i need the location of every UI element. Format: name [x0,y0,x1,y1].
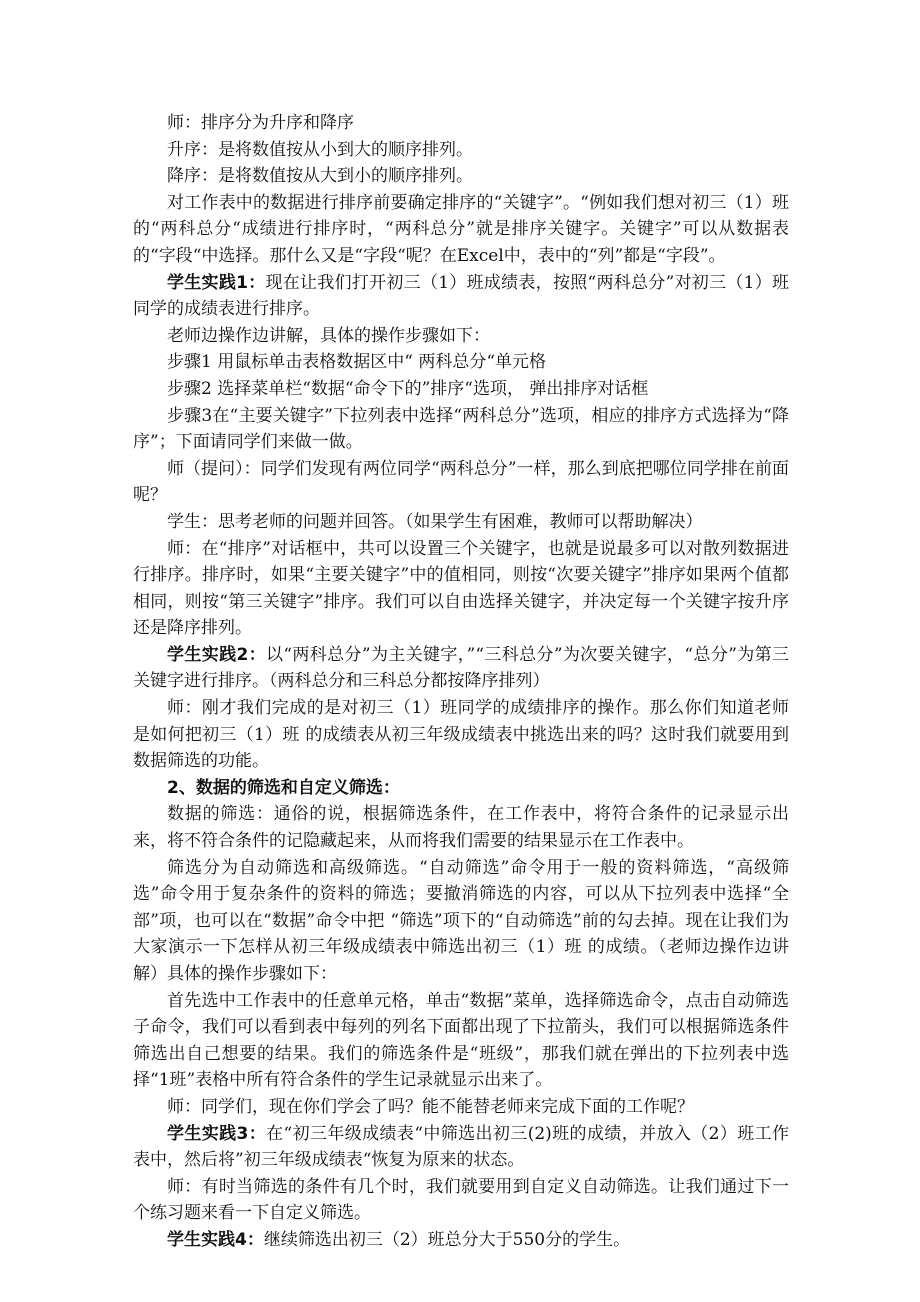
paragraph: 师：排序分为升序和降序 [167,113,354,133]
paragraph: 筛选分为自动筛选和高级筛选。“自动筛选”命令用于一般的资料筛选，“高级筛选”命令用于复杂条件的资料的筛选；要撤消筛选的内容，可以从下拉列表中选择“全部”项，也可以在“数据”命令中把 “筛选”项下的“自动筛选”前的勾去掉。现在让我们为大家演示一下怎样从初三年级成绩表中筛选出初三（1）班 的成绩。（老师边操作边讲解）具体的操作步骤如下： [133,857,789,984]
step-paragraph: 步骤2 选择菜单栏“数据“命令下的”排序“选项， 弹出排序对话框 [167,378,649,399]
practice-paragraph: 学生实践1：现在让我们打开初三（1）班成绩表，按照“两科总分”对初三（1）班同学的成绩表进行排序。 [133,272,789,320]
document-body [133,110,789,1254]
paragraph: 数据的筛选：通俗的说，根据筛选条件，在工作表中，将符合条件的记录显示出来，将不符合条件的记隐藏起来，从而将我们需要的结果显示在工作表中。 [133,804,789,852]
paragraph: 首先选中工作表中的任意单元格，单击“数据”菜单，选择筛选命令，点击自动筛选子命令，我们可以看到表中每列的列名下面都出现了下拉箭头，我们可以根据筛选条件筛选出自己想要的结果。我们的筛选条件是“班级”，那我们就在弹出的下拉列表中选择“1班”表格中所有符合条件的学生记录就显示出来了。 [133,990,789,1091]
practice-label: 学生实践3： [167,1123,267,1144]
paragraph: 学生：思考老师的问题并回答。（如果学生有困难，教师可以帮助解决） [167,511,703,532]
practice-paragraph: 学生实践2：以“两科总分”为主关键字，”“三科总分”为次要关键字，“总分”为第三关键字进行排序。（两科总分和三科总分都按降序排列） [133,644,789,692]
paragraph: 师（提问）：同学们发现有两位同学“两科总分”一样，那么到底把哪位同学排在前面呢？ [133,458,789,506]
paragraph: 师：刚才我们完成的是对初三（1）班同学的成绩排序的操作。那么你们知道老师是如何把初三（1）班 的成绩表从初三年级成绩表中挑选出来的吗？这时我们就要用到数据筛选的功能。 [133,698,789,772]
paragraph: 老师边操作边讲解，具体的操作步骤如下： [167,325,490,346]
step-paragraph: 步骤1 用鼠标单击表格数据区中“ 两科总分“单元格 [167,352,547,373]
practice-paragraph: 学生实践3：在“初三年级成绩表“中筛选出初三(2)班的成绩，并放入（2）班工作表中，然后将”初三年级成绩表“恢复为原来的状态。 [133,1123,789,1171]
paragraph: 师：在“排序”对话框中，共可以设置三个关键字，也就是说最多可以对散列数据进行排序。排序时，如果“主要关键字”中的值相同，则按“次要关键字”排序如果两个值都相同，则按“第三关键字”排序。我们可以自由选择关键字，并决定每一个关键字按升序还是降序排列。 [133,538,789,639]
paragraph: 升序：是将数值按从小到大的顺序排列。 [167,139,473,160]
section-heading: 2、数据的筛选和自定义筛选： [167,777,400,798]
paragraph: 师：有时当筛选的条件有几个时，我们就要用到自定义自动筛选。让我们通过下一个练习题来看一下自定义筛选。 [133,1176,789,1224]
practice-label: 学生实践1： [167,272,266,293]
practice-label: 学生实践2： [167,644,267,665]
practice-label: 学生实践4： [167,1229,264,1250]
step-paragraph: 步骤3在“主要关键字”下拉列表中选择“两科总分”选项，相应的排序方式选择为“降序”；下面请同学们来做一做。 [133,405,789,453]
paragraph: 对工作表中的数据进行排序前要确定排序的“关键字”。“例如我们想对初三（1）班的“两科总分“成绩进行排序时，“两科总分”就是排序关键字。关键字”可以从数据表的“字段“中选择。那什么又是“字段“呢？在Excel中，表中的“列”都是“字段”。 [133,192,789,266]
paragraph: 师：同学们，现在你们学会了吗？能不能替老师来完成下面的工作呢？ [167,1096,694,1117]
practice-paragraph: 学生实践4：继续筛选出初三（2）班总分大于550分的学生。 [167,1229,631,1250]
paragraph: 降序：是将数值按从大到小的顺序排列。 [167,166,473,187]
